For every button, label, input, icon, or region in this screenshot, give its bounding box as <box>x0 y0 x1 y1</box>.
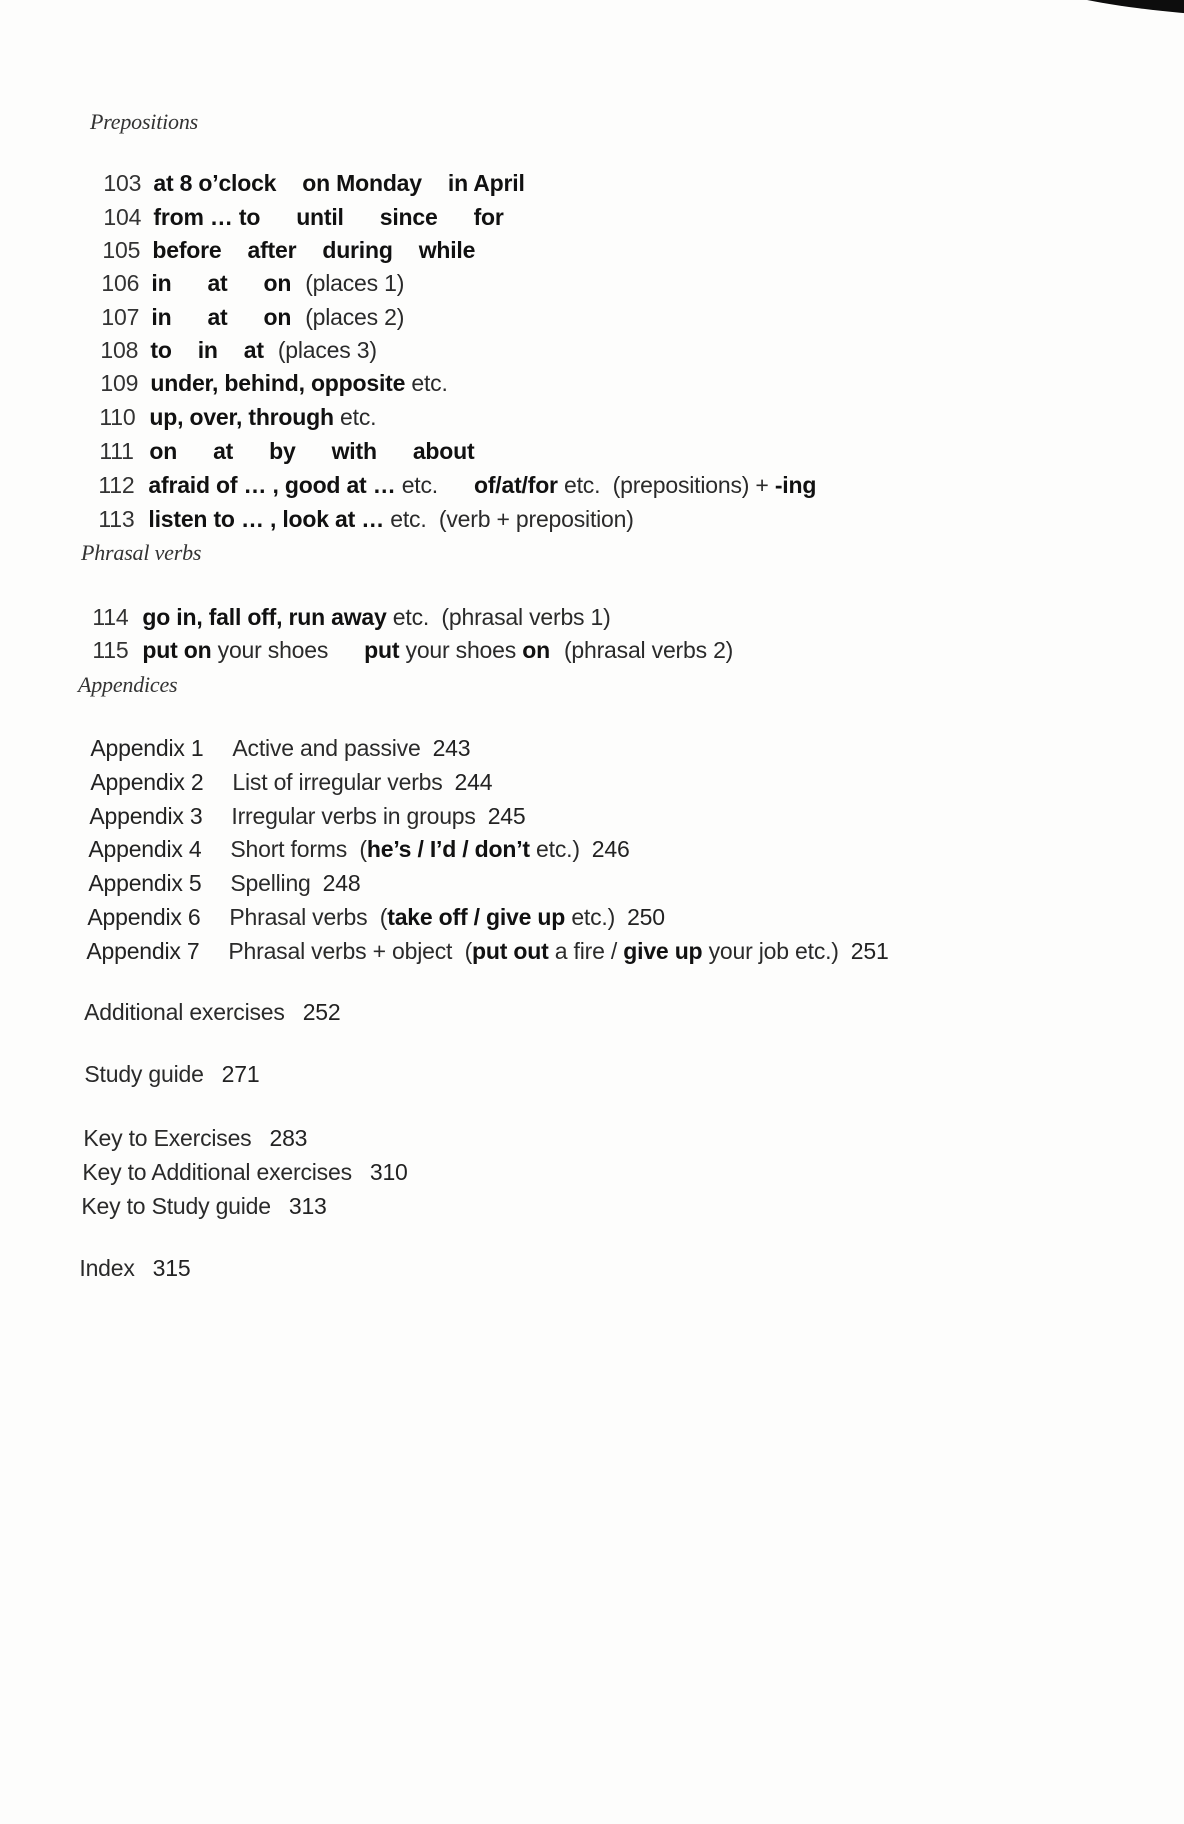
entry-text: for <box>473 204 504 230</box>
appendix-example: take off / give up <box>387 904 566 930</box>
appendix-title: Phrasal verbs ( <box>229 904 388 930</box>
appendix-title: List of irregular verbs <box>232 769 443 795</box>
entry-text: by <box>269 438 296 464</box>
entry-text: on <box>263 304 292 330</box>
unit-number: 105 <box>102 237 141 263</box>
appendix-label: Appendix 3 <box>89 803 203 829</box>
appendix-label: Appendix 6 <box>87 904 201 930</box>
entry-text: put on <box>142 637 212 663</box>
entry-note: (places 2) <box>305 304 405 330</box>
entry-text: on <box>263 270 292 296</box>
appendix-example: he’s / I’d / don’t <box>366 836 530 862</box>
entry-text: in <box>151 304 172 330</box>
appendix-label: Appendix 1 <box>90 735 204 761</box>
unit-number: 104 <box>103 204 142 230</box>
appendix-label: Appendix 5 <box>88 870 202 896</box>
entry-title: Key to Study guide <box>81 1193 271 1219</box>
entry-text: at 8 o’clock <box>153 170 277 196</box>
entry-text: with <box>331 438 377 464</box>
entry-text: after <box>247 237 297 263</box>
appendix-title: Spelling <box>230 870 311 896</box>
page-number: 243 <box>432 735 471 761</box>
page-number: 245 <box>487 803 526 829</box>
unit-number: 111 <box>99 438 134 464</box>
unit-number: 112 <box>98 472 135 498</box>
entry-text: at <box>207 304 228 330</box>
entry-text: at <box>243 337 264 363</box>
entry-text: during <box>322 237 393 263</box>
entry-title: Key to Additional exercises <box>82 1159 352 1185</box>
entry-note: (places 3) <box>277 337 377 363</box>
entry-text: on Monday <box>302 170 422 196</box>
entry-text: about <box>412 438 475 464</box>
unit-number: 109 <box>100 370 139 396</box>
entry-note: etc. (verb + preposition) <box>390 506 634 532</box>
page-number: 313 <box>288 1193 327 1219</box>
entry-note: your shoes <box>217 637 329 663</box>
page-number: 271 <box>221 1061 260 1087</box>
entry-text: while <box>418 237 476 263</box>
toc-entry-113[interactable] <box>86 477 634 533</box>
entry-note: etc. <box>340 404 377 430</box>
page-number: 244 <box>454 769 493 795</box>
appendix-7[interactable] <box>74 909 889 965</box>
entry-text: up, over, through <box>149 404 334 430</box>
entry-text: -ing <box>774 472 817 498</box>
page-number: 250 <box>627 904 665 930</box>
appendix-label: Appendix 4 <box>88 836 202 862</box>
toc-study-guide[interactable] <box>72 1032 259 1088</box>
entry-text: from … to <box>153 204 261 230</box>
entry-note: etc. (prepositions) + <box>564 472 769 498</box>
appendix-title: Short forms ( <box>230 836 367 862</box>
toc-key-to-study-guide[interactable] <box>69 1164 327 1220</box>
unit-number: 103 <box>103 170 142 196</box>
entry-note: etc. (phrasal verbs 1) <box>392 604 611 630</box>
appendix-tail: a fire / <box>554 938 618 964</box>
page-number: 248 <box>322 870 361 896</box>
toc-index[interactable] <box>67 1226 190 1282</box>
appendix-label: Appendix 2 <box>90 769 204 795</box>
appendix-label: Appendix 7 <box>86 938 200 964</box>
appendix-example: put out <box>472 938 549 964</box>
appendix-tail: your job etc.) <box>708 938 839 964</box>
entry-title: Additional exercises <box>84 999 285 1025</box>
entry-title: Key to Exercises <box>83 1125 252 1151</box>
entry-text: in <box>197 337 218 363</box>
unit-number: 115 <box>92 637 129 663</box>
toc-additional-exercises[interactable] <box>73 970 340 1026</box>
page-number: 283 <box>269 1125 308 1151</box>
entry-text: at <box>207 270 228 296</box>
page-number: 246 <box>591 836 630 862</box>
entry-text: since <box>379 204 438 230</box>
appendix-title: Irregular verbs in groups <box>231 803 476 829</box>
page-number: 252 <box>302 999 341 1025</box>
appendix-example: give up <box>623 938 703 964</box>
appendix-title: Active and passive <box>232 735 421 761</box>
entry-title: Study guide <box>84 1061 204 1087</box>
entry-text: listen to … , look at … <box>148 506 385 532</box>
entry-text: in April <box>447 170 525 196</box>
unit-number: 108 <box>100 337 139 363</box>
entry-text: under, behind, opposite <box>150 370 406 396</box>
appendix-title: Phrasal verbs + object ( <box>228 938 473 964</box>
entry-text: until <box>296 204 344 230</box>
section-heading-phrasal-verbs: Phrasal verbs <box>81 540 202 565</box>
entry-text: on <box>522 637 550 663</box>
page-number: 251 <box>850 938 889 964</box>
entry-text: afraid of … , good at … <box>148 472 396 498</box>
section-heading-prepositions: Prepositions <box>90 109 199 134</box>
unit-number: 114 <box>92 604 129 630</box>
page-corner-shadow <box>1003 0 1184 16</box>
entry-text: before <box>152 237 222 263</box>
page-number: 315 <box>152 1255 191 1281</box>
unit-number: 110 <box>99 404 136 430</box>
page-number: 310 <box>369 1159 408 1185</box>
toc-entry-115[interactable] <box>80 608 733 664</box>
entry-note: etc. <box>401 472 438 498</box>
appendix-tail: etc.) <box>571 904 616 930</box>
entry-text: put <box>364 637 400 663</box>
entry-text: to <box>150 337 172 363</box>
unit-number: 113 <box>98 506 135 532</box>
appendix-tail: etc.) <box>536 836 580 862</box>
entry-text: on <box>149 438 178 464</box>
unit-number: 106 <box>101 270 140 296</box>
entry-title: Index <box>79 1255 135 1281</box>
unit-number: 107 <box>101 304 140 330</box>
entry-note: etc. <box>411 370 448 396</box>
entry-note: (places 1) <box>305 270 405 296</box>
entry-note: (phrasal verbs 2) <box>563 637 734 663</box>
section-heading-appendices: Appendices <box>78 672 178 697</box>
entry-text: go in, fall off, run away <box>142 604 387 630</box>
entry-text: at <box>213 438 234 464</box>
entry-text: in <box>151 270 172 296</box>
entry-text: of/at/for <box>474 472 558 498</box>
entry-note: your shoes <box>405 637 517 663</box>
